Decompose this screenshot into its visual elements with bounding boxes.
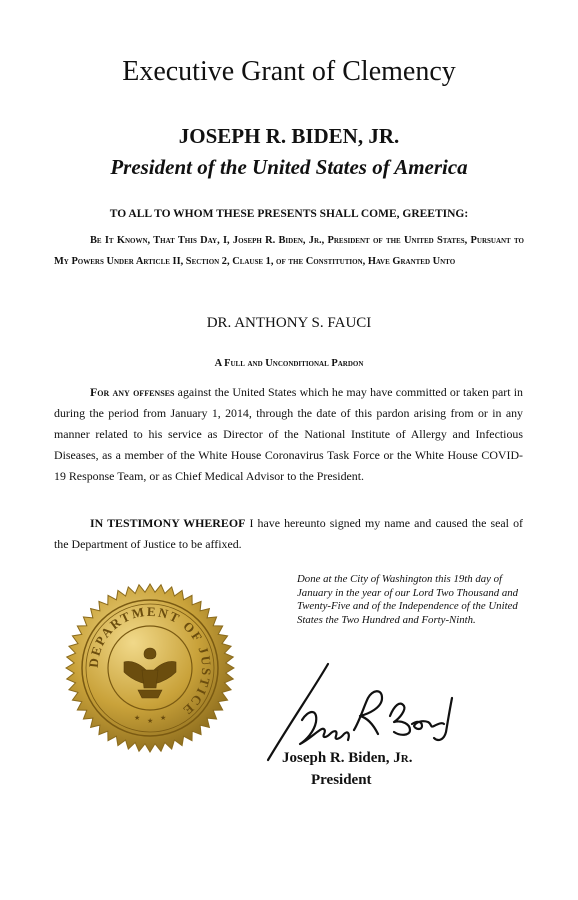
seal-text: DEPARTMENT OF JUSTICE — [85, 603, 215, 720]
be-it-known-paragraph: Be It Known, That This Day, I, Joseph R. Biden, Jr., President of the United States, Pursuant to My Powers Under Article II, Section 2, Clause 1, of the Constitution, Have Granted Unto — [54, 235, 524, 267]
doj-seal-icon — [64, 582, 236, 754]
greeting: TO ALL TO WHOM THESE PRESENTS SHALL COME, GREETING: — [109, 208, 469, 220]
signer-first: Joseph R. Biden — [282, 750, 386, 766]
svg-text:★: ★ — [134, 714, 141, 722]
testimony-lead: IN TESTIMONY WHEREOF — [90, 516, 246, 530]
president-office: President of the United States of America — [110, 155, 468, 179]
signer-title: President — [311, 772, 372, 788]
done-at-paragraph: Done at the City of Washington this 19th day of January in the year of our Lord Two Thousand and Twenty-Five and of the Independence of the United States the Two Hundred and Forty-Ninth. — [297, 573, 519, 626]
signer-suffix: , Jr. — [385, 750, 413, 766]
signer-name — [282, 748, 412, 768]
testimony-text: I have hereunto signed my name and caused the seal of the Department of Justice to be affixed. — [54, 516, 523, 551]
svg-text:★: ★ — [147, 717, 154, 725]
testimony-paragraph — [54, 513, 523, 555]
recipient-name: DR. ANTHONY S. FAUCI — [206, 315, 372, 331]
offenses-text: against the United States which he may have committed or taken part in during the period from January 1, 2014, through the date of this pardon arising from or in any manner related to his service as Director of the National Institute of Allergy and Infectious Diseases, as a member of the White House Coronavirus Task Force or the White House COVID-19 Response Team, or as Chief Medical Advisor to the President. — [54, 385, 524, 483]
pardon-type: A Full and Unconditional Pardon — [214, 358, 364, 369]
offenses-lead: For any offenses — [90, 385, 175, 399]
svg-text:★: ★ — [160, 714, 167, 722]
document-title: Executive Grant of Clemency — [122, 56, 456, 87]
offenses-paragraph — [54, 382, 523, 487]
president-name: JOSEPH R. BIDEN, JR. — [178, 124, 400, 148]
